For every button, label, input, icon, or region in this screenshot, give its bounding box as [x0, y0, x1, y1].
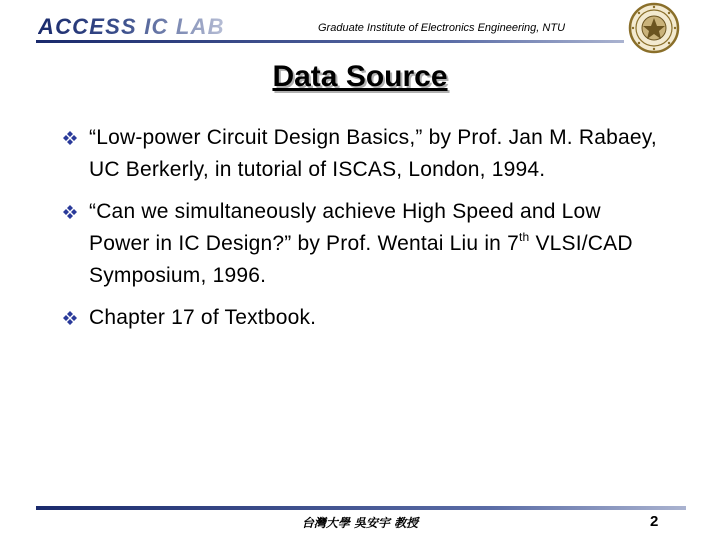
footer-divider [36, 506, 686, 510]
bullet-text: Chapter 17 of Textbook. [89, 306, 317, 329]
header-divider [36, 40, 624, 43]
institute-name: Graduate Institute of Electronics Engineering, NTU [318, 22, 566, 34]
page-number: 2 [650, 513, 659, 530]
footer-author: 台灣大學 吳安宇 教授 [301, 516, 419, 530]
bullet-list [62, 122, 662, 344]
lab-title: ACCESS IC LAB [38, 14, 225, 39]
bullet-text: “Low-power Circuit Design Basics,” by Prof. Jan M. Rabaey, UC Berkerly, in tutorial of ISCAS, London, 1994. [89, 126, 657, 181]
diamond-bullet-icon [62, 310, 78, 326]
bullet-item [62, 196, 662, 292]
bullet-item [62, 302, 662, 334]
ordinal-suffix: th [518, 230, 530, 244]
diamond-bullet-icon [62, 204, 78, 220]
slide-title: Data Source [272, 60, 448, 93]
bullet-text: “Can we simultaneously achieve High Speed and Low Power in IC Design?” by Prof. Wentai Liu in 7 [89, 200, 601, 255]
diamond-bullet-icon [62, 130, 78, 146]
bullet-text-cont: VLSI/CAD Symposium, 1996. [89, 232, 633, 287]
university-seal-icon [628, 2, 680, 54]
bullet-item [62, 122, 662, 186]
